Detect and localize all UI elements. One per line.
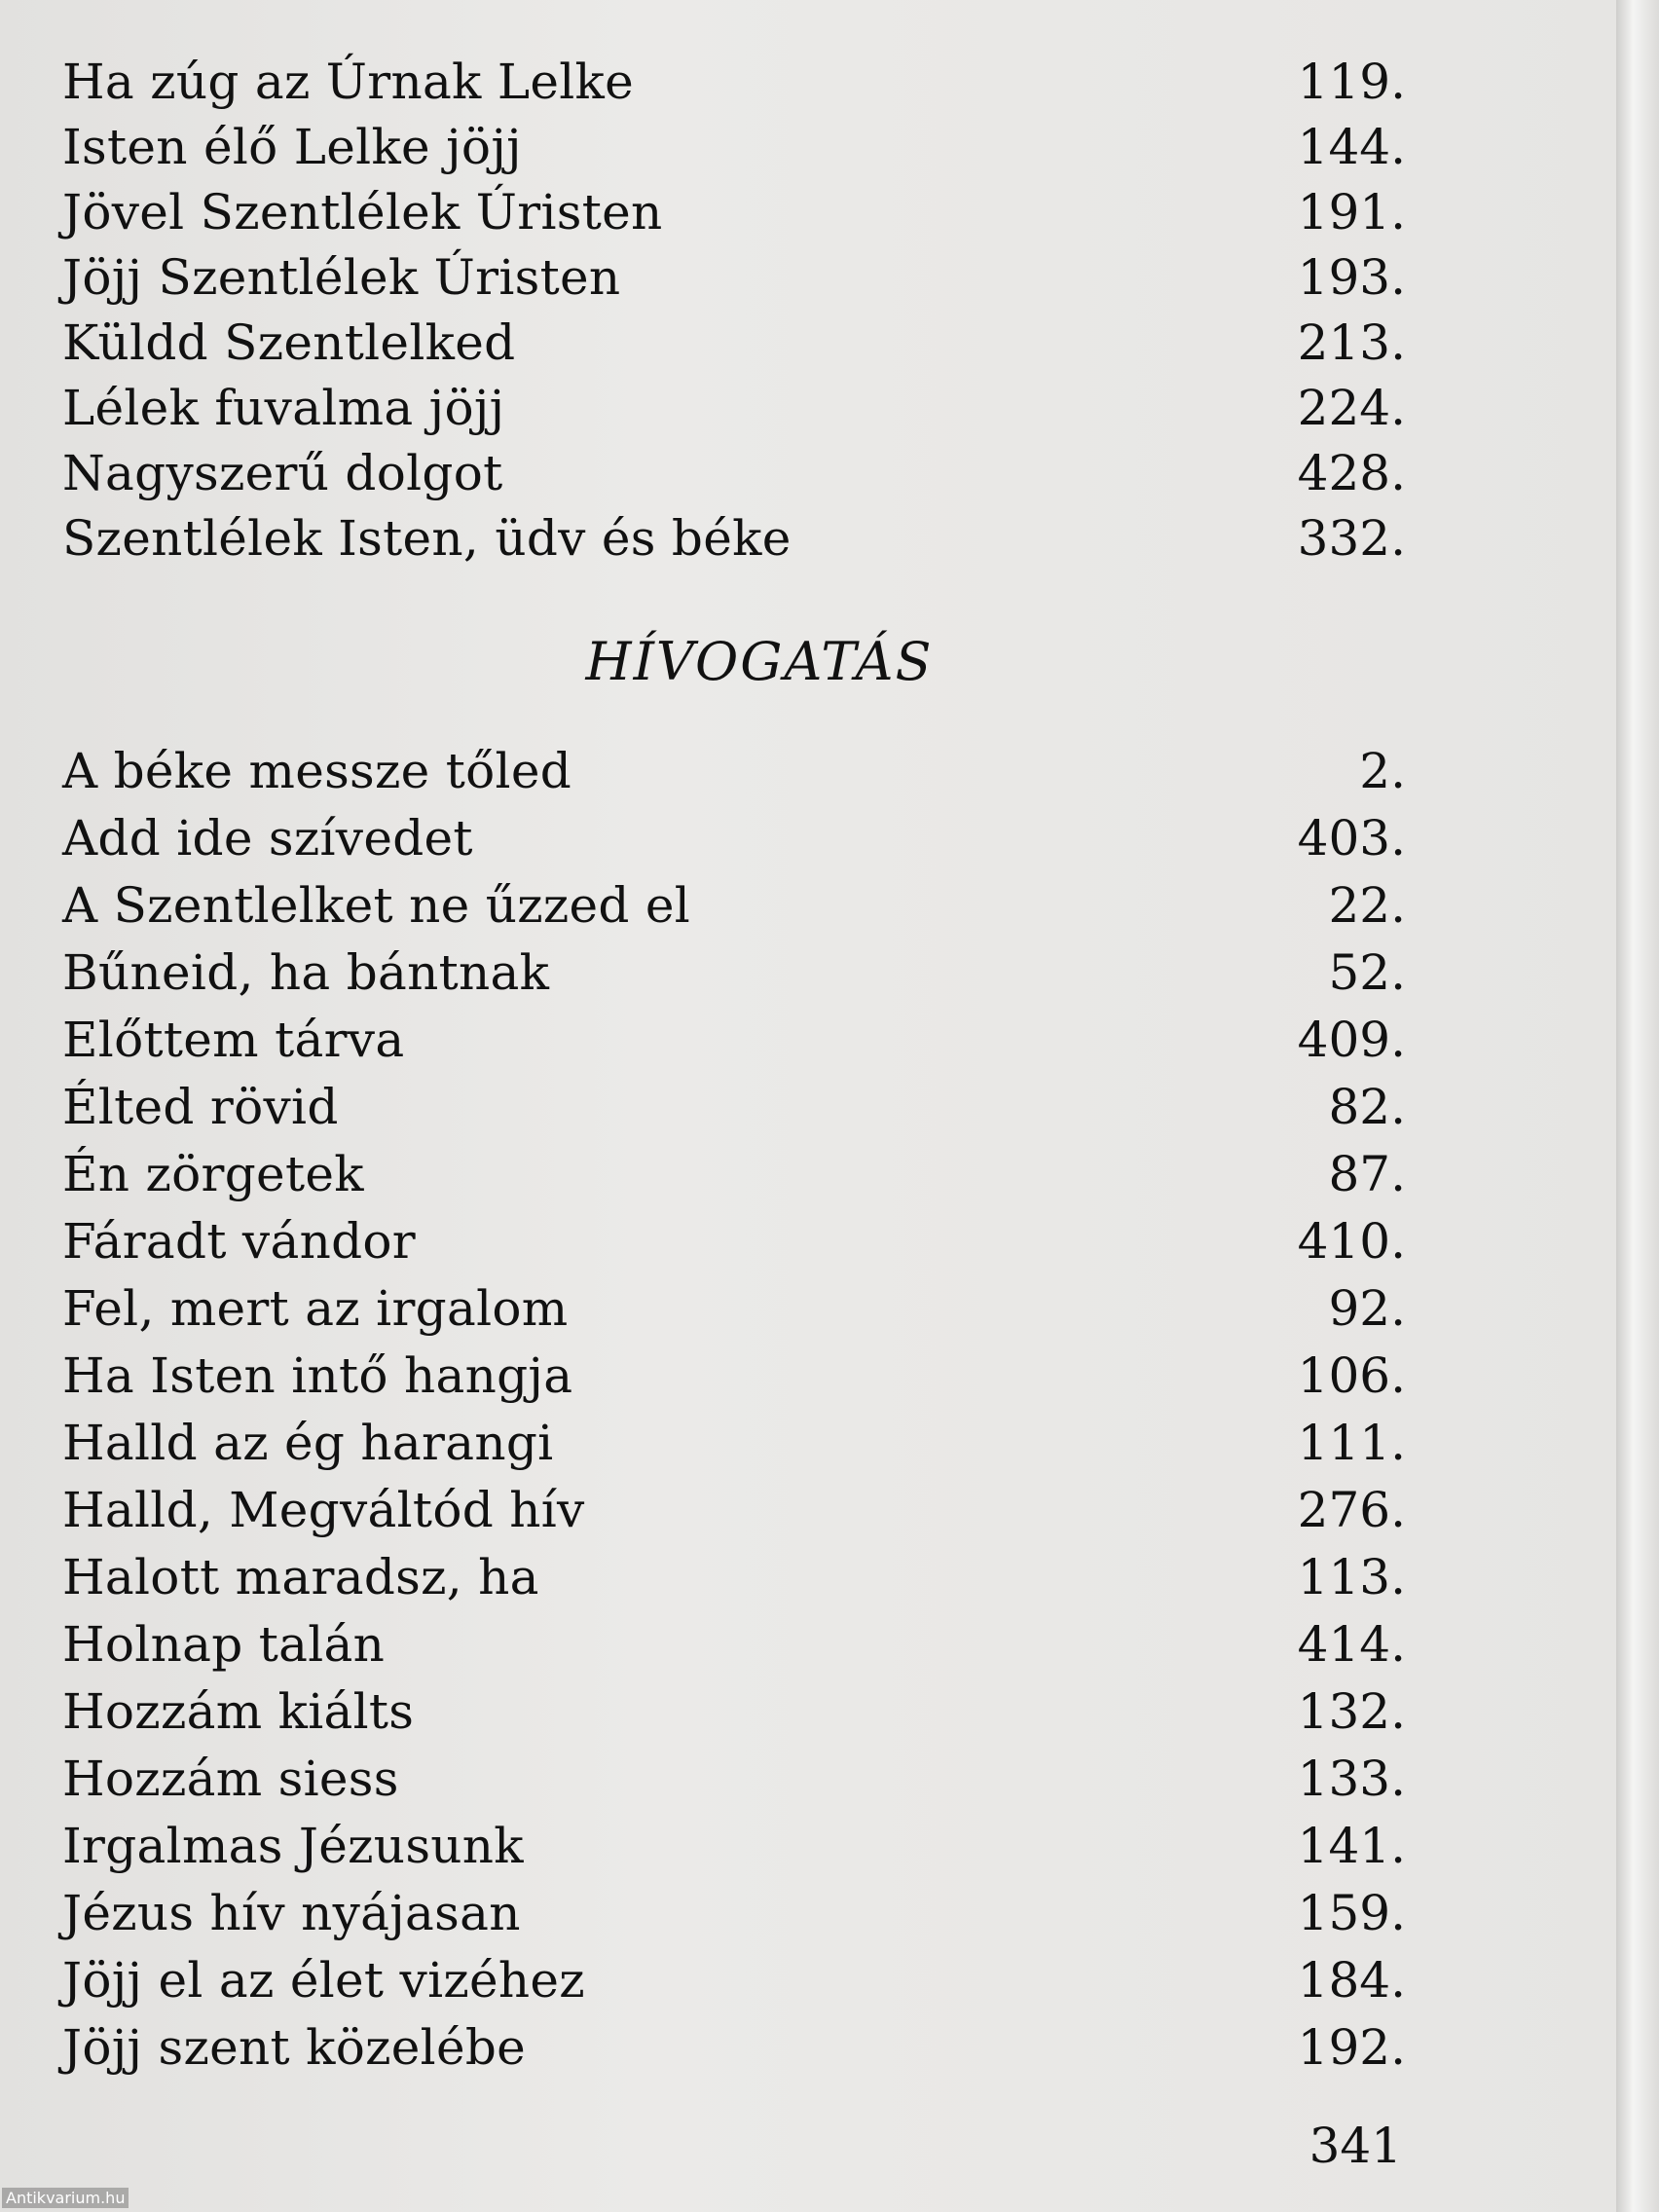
entry-title: A Szentlelket ne űzzed el xyxy=(62,877,691,934)
entry-number: 106. xyxy=(1297,1347,1406,1404)
entry-title: Lélek fuvalma jöjj xyxy=(62,380,505,436)
entry-number: 82. xyxy=(1328,1079,1406,1135)
index-entry xyxy=(62,872,1406,939)
entry-number: 52. xyxy=(1328,944,1406,1001)
entry-title: Isten élő Lelke jöjj xyxy=(62,119,522,175)
entry-number: 193. xyxy=(1297,249,1406,306)
entry-number: 409. xyxy=(1297,1012,1406,1068)
page-number: 341 xyxy=(1309,2118,1402,2174)
index-entry xyxy=(62,1947,1406,2013)
entry-title: Jöjj Szentlélek Úristen xyxy=(62,249,621,306)
entry-number: 113. xyxy=(1297,1549,1406,1605)
index-entry xyxy=(62,1410,1406,1476)
entry-title: Hozzám siess xyxy=(62,1751,399,1807)
index-entry xyxy=(62,738,1406,804)
index-entry xyxy=(62,1544,1406,1610)
entry-title: Én zörgetek xyxy=(62,1146,364,1202)
entry-number: 184. xyxy=(1297,1952,1406,2009)
entry-title: Add ide szívedet xyxy=(62,810,473,866)
entry-title: Halld az ég harangi xyxy=(62,1415,554,1471)
entry-number: 92. xyxy=(1328,1280,1406,1337)
entry-title: Ha Isten intő hangja xyxy=(62,1347,573,1404)
entry-number: 224. xyxy=(1297,380,1406,436)
entry-title: Fel, mert az irgalom xyxy=(62,1280,569,1337)
index-entry xyxy=(62,310,1406,376)
index-entry xyxy=(62,1477,1406,1543)
entry-number: 410. xyxy=(1297,1213,1406,1270)
entry-title: Előttem tárva xyxy=(62,1012,405,1068)
entry-number: 403. xyxy=(1297,810,1406,866)
index-entry xyxy=(62,1343,1406,1409)
index-entry xyxy=(62,114,1406,180)
entry-number: 22. xyxy=(1328,877,1406,934)
entry-title: Szentlélek Isten, üdv és béke xyxy=(62,510,792,567)
index-entry xyxy=(62,1074,1406,1140)
index-entry xyxy=(62,940,1406,1006)
entry-number: 111. xyxy=(1297,1415,1406,1471)
entry-title: Irgalmas Jézusunk xyxy=(62,1818,524,1874)
entry-number: 141. xyxy=(1297,1818,1406,1874)
index-entry xyxy=(62,1746,1406,1812)
entry-number: 159. xyxy=(1297,1885,1406,1941)
index-entry xyxy=(62,375,1406,441)
entry-number: 132. xyxy=(1297,1683,1406,1740)
index-entry xyxy=(62,1678,1406,1745)
entry-number: 428. xyxy=(1297,445,1406,501)
index-entry xyxy=(62,244,1406,311)
section-heading: HÍVOGATÁS xyxy=(585,631,934,692)
entry-number: 276. xyxy=(1297,1482,1406,1538)
entry-number: 191. xyxy=(1297,184,1406,240)
entry-title: Fáradt vándor xyxy=(62,1213,416,1270)
entry-title: Élted rövid xyxy=(62,1079,339,1135)
entry-number: 192. xyxy=(1297,2019,1406,2076)
index-entry xyxy=(62,805,1406,871)
entry-title: Küldd Szentlelked xyxy=(62,314,516,371)
entry-title: Bűneid, ha bántnak xyxy=(62,944,550,1001)
entry-title: Jöjj el az élet vizéhez xyxy=(62,1952,585,2009)
entry-title: Nagyszerű dolgot xyxy=(62,445,503,501)
index-entry xyxy=(62,179,1406,245)
entry-title: Ha zúg az Úrnak Lelke xyxy=(62,54,635,110)
index-entry xyxy=(62,2014,1406,2081)
index-entry xyxy=(62,1813,1406,1879)
index-entry xyxy=(62,1275,1406,1342)
entry-title: Jöjj szent közelébe xyxy=(62,2019,527,2076)
entry-title: Jézus hív nyájasan xyxy=(62,1885,521,1941)
index-entry xyxy=(62,505,1406,571)
index-entry xyxy=(62,1141,1406,1207)
entry-number: 414. xyxy=(1297,1616,1406,1673)
entry-title: Hozzám kiálts xyxy=(62,1683,415,1740)
entry-title: A béke messze tőled xyxy=(62,743,572,799)
entry-number: 332. xyxy=(1297,510,1406,567)
entry-title: Jövel Szentlélek Úristen xyxy=(62,184,663,240)
index-entry xyxy=(62,440,1406,506)
entry-number: 119. xyxy=(1297,54,1406,110)
entry-number: 87. xyxy=(1328,1146,1406,1202)
index-entry xyxy=(62,1007,1406,1073)
entry-title: Halott maradsz, ha xyxy=(62,1549,539,1605)
index-entry xyxy=(62,49,1406,115)
entry-number: 144. xyxy=(1297,119,1406,175)
entry-number: 133. xyxy=(1297,1751,1406,1807)
page-edge xyxy=(1616,0,1659,2212)
entry-number: 213. xyxy=(1297,314,1406,371)
index-entry xyxy=(62,1880,1406,1946)
entry-title: Halld, Megváltód hív xyxy=(62,1482,585,1538)
index-entry xyxy=(62,1208,1406,1274)
entry-number: 2. xyxy=(1359,743,1406,799)
watermark: Antikvarium.hu xyxy=(2,2188,129,2208)
index-entry xyxy=(62,1611,1406,1677)
entry-title: Holnap talán xyxy=(62,1616,386,1673)
